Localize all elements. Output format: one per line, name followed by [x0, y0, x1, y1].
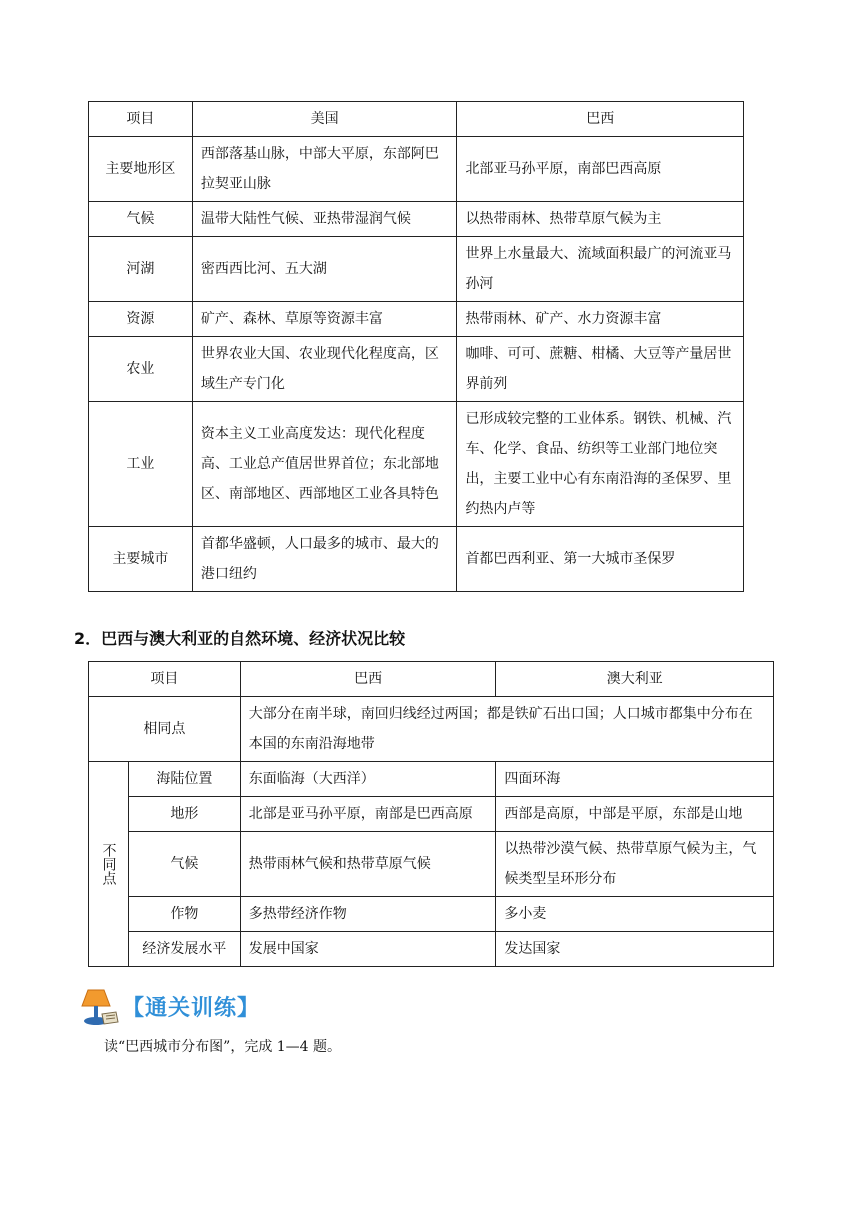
table-header-row [89, 102, 744, 137]
brazil-cell: 已形成较完整的工业体系。钢铁、机械、汽车、化学、食品、纺织等工业部门地位突出，主要工业中心有东南沿海的圣保罗、里约热内卢等 [457, 402, 744, 527]
table-row [89, 237, 744, 302]
table-row [89, 337, 744, 402]
training-header [80, 984, 260, 1028]
table-row [89, 932, 774, 967]
usa-cell: 温带大陆性气候、亚热带湿润气候 [192, 202, 457, 237]
brazil-cell: 发展中国家 [240, 932, 496, 967]
australia-cell: 多小麦 [496, 897, 774, 932]
table-header-row [89, 662, 774, 697]
table-row [89, 762, 774, 797]
usa-brazil-table [88, 101, 744, 592]
brazil-cell: 热带雨林气候和热带草原气候 [240, 832, 496, 897]
row-item: 海陆位置 [128, 762, 240, 797]
row-item: 作物 [128, 897, 240, 932]
table-row [89, 202, 744, 237]
row-item: 主要地形区 [89, 137, 193, 202]
usa-cell: 西部落基山脉，中部大平原，东部阿巴拉契亚山脉 [192, 137, 457, 202]
brazil-cell: 咖啡、可可、蔗糖、柑橘、大豆等产量居世界前列 [457, 337, 744, 402]
row-item: 工业 [89, 402, 193, 527]
same-row [89, 697, 774, 762]
australia-cell: 发达国家 [496, 932, 774, 967]
usa-cell: 矿产、森林、草原等资源丰富 [192, 302, 457, 337]
brazil-cell: 北部是亚马孙平原，南部是巴西高原 [240, 797, 496, 832]
australia-cell: 西部是高原，中部是平原，东部是山地 [496, 797, 774, 832]
lamp-icon [80, 984, 120, 1028]
row-item: 河湖 [89, 237, 193, 302]
row-item: 气候 [128, 832, 240, 897]
instruction-text: 读“巴西城市分布图”，完成 1—4 题。 [104, 1039, 342, 1055]
australia-cell: 以热带沙漠气候、热带草原气候为主，气候类型呈环形分布 [496, 832, 774, 897]
same-label: 相同点 [89, 697, 241, 762]
row-item: 主要城市 [89, 527, 193, 592]
table-row [89, 137, 744, 202]
training-label: 【通关训练】 [122, 995, 261, 1021]
section-title: 2．巴西与澳大利亚的自然环境、经济状况比较 [74, 629, 406, 648]
row-item: 经济发展水平 [128, 932, 240, 967]
brazil-cell: 东面临海（大西洋） [240, 762, 496, 797]
header-usa: 美国 [192, 102, 457, 137]
usa-cell: 资本主义工业高度发达：现代化程度高、工业总产值居世界首位；东北部地区、南部地区、西部地区工业各具特色 [192, 402, 457, 527]
row-item: 地形 [128, 797, 240, 832]
usa-cell: 密西西比河、五大湖 [192, 237, 457, 302]
table-row [89, 797, 774, 832]
header-item: 项目 [89, 102, 193, 137]
header-item: 项目 [89, 662, 241, 697]
australia-cell: 四面环海 [496, 762, 774, 797]
brazil-cell: 首都巴西利亚、第一大城市圣保罗 [457, 527, 744, 592]
brazil-cell: 热带雨林、矿产、水力资源丰富 [457, 302, 744, 337]
table-row [89, 402, 744, 527]
brazil-australia-table [88, 661, 774, 967]
same-text: 大部分在南半球，南回归线经过两国；都是铁矿石出口国；人口城市都集中分布在本国的东南沿海地带 [240, 697, 773, 762]
brazil-cell: 世界上水量最大、流域面积最广的河流亚马孙河 [457, 237, 744, 302]
brazil-cell: 多热带经济作物 [240, 897, 496, 932]
row-item: 农业 [89, 337, 193, 402]
header-australia: 澳大利亚 [496, 662, 774, 697]
diff-label: 不同点 [89, 762, 129, 967]
usa-cell: 首都华盛顿，人口最多的城市、最大的港口纽约 [192, 527, 457, 592]
header-brazil: 巴西 [240, 662, 496, 697]
row-item: 气候 [89, 202, 193, 237]
table-row [89, 302, 744, 337]
table-row [89, 832, 774, 897]
brazil-cell: 以热带雨林、热带草原气候为主 [457, 202, 744, 237]
table-row [89, 527, 744, 592]
brazil-cell: 北部亚马孙平原，南部巴西高原 [457, 137, 744, 202]
header-brazil: 巴西 [457, 102, 744, 137]
usa-cell: 世界农业大国、农业现代化程度高，区域生产专门化 [192, 337, 457, 402]
table-row [89, 897, 774, 932]
row-item: 资源 [89, 302, 193, 337]
